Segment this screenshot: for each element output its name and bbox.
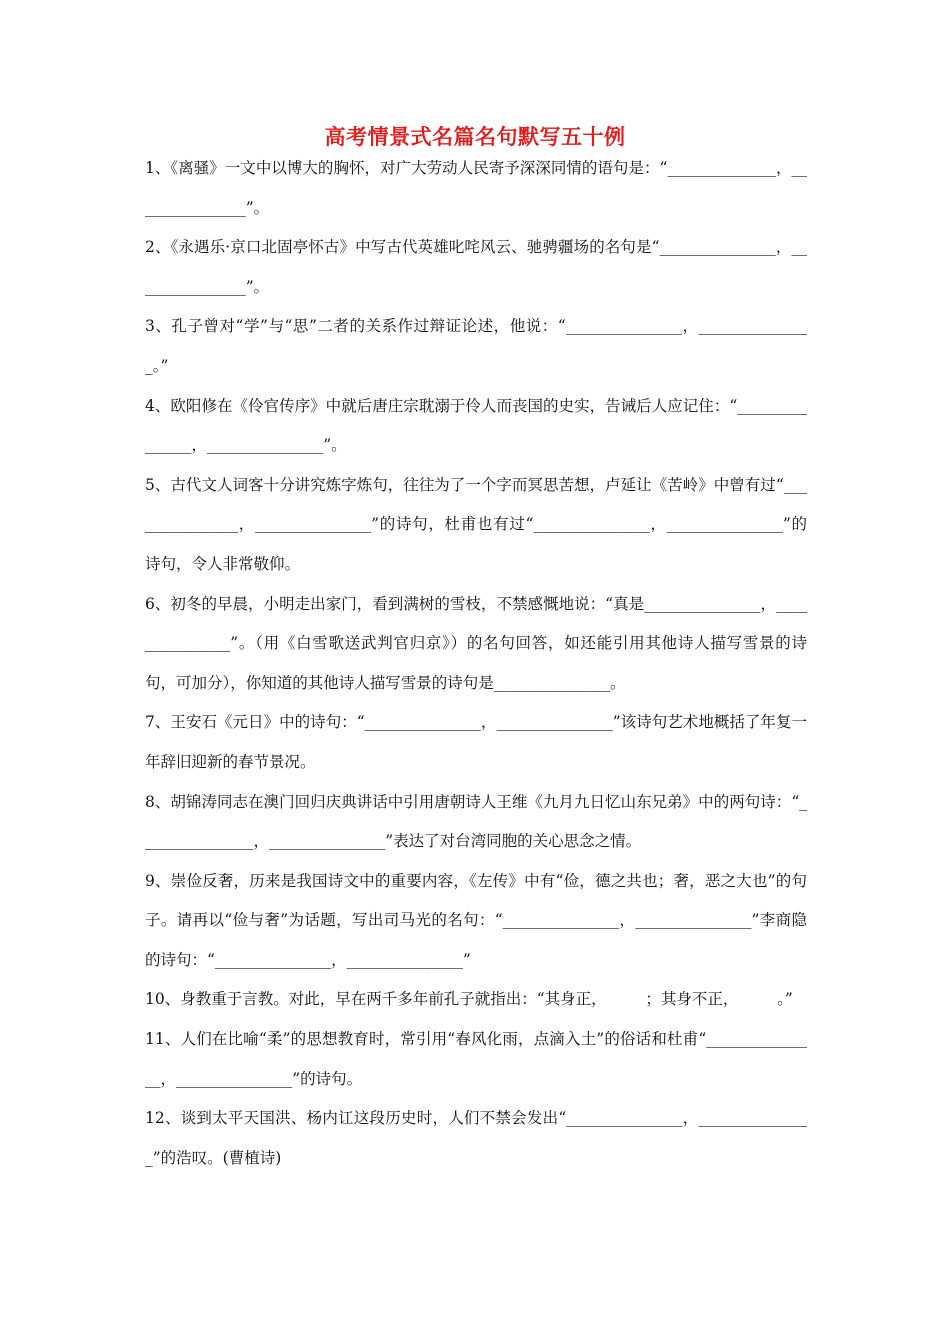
question-item: 7、王安石《元日》中的诗句：“_______________，_______________”该诗句艺术地概括了年复一年辞旧迎新的春节景况。 <box>145 713 807 771</box>
question-item: 10、身教重于言教。对此，早在两千多年前孔子就指出：“其身正， ；其身不正， 。” <box>145 990 793 1009</box>
document-title: 高考情景式名篇名句默写五十例 <box>324 124 626 149</box>
question-item: 4、欧阳修在《伶官传序》中就后唐庄宗耽溺于伶人而丧国的史实，告诫后人应记住：“_______________，_______________”。 <box>145 396 807 455</box>
question-item: 1、《离骚》一文中以博大的胸怀，对广大劳动人民寄予深深同情的语句是：“______________，_______________”。 <box>145 159 807 217</box>
question-item: 5、古代文人词客十分讲究炼字炼句，往往为了一个字而冥思苦想，卢延让《苦岭》中曾有过“_______________，_______________”的诗句，杜甫也有过“_______________，_______________”的诗句，令人非常敬仰。 <box>145 475 807 573</box>
question-list <box>145 149 807 1178</box>
question-item: 6、初冬的早晨，小明走出家门，看到满树的雪枝，不禁感慨地说：“真是_______________，_______________”。（用《白雪歌送武判官归京》）的名句回答，如还能引用其他诗人描写雪景的诗句，可加分），你知道的其他诗人描写雪景的诗句是_______________。 <box>145 594 807 692</box>
question-item: 3、孔子曾对“学”与“思”二者的关系作过辩证论述，他说：“_______________，_______________。” <box>145 317 807 375</box>
question-item: 9、崇俭反奢，历来是我国诗文中的重要内容，《左传》中有“俭，德之共也；奢，恶之大也”的句子。请再以“俭与奢”为话题，写出司马光的名句：“_______________，_______________”李商隐的诗句：“_______________，_______________” <box>145 871 807 969</box>
question-item: 8、胡锦涛同志在澳门回归庆典讲话中引用唐朝诗人王维《九月九日忆山东兄弟》中的两句诗：“_______________，_______________”表达了对台湾同胞的关心思念之情。 <box>145 792 807 851</box>
question-item: 2、《永遇乐·京口北固亭怀古》中写古代英雄叱咤风云、驰骋疆场的名句是“_______________，_______________”。 <box>145 238 807 296</box>
question-item: 12、谈到太平天国洪、杨内讧这段历史时，人们不禁会发出“_______________，_______________”的浩叹。(曹植诗) <box>145 1109 807 1167</box>
question-item: 11、人们在比喻“柔”的思想教育时，常引用“春风化雨，点滴入土”的俗话和杜甫“_______________，_______________”的诗句。 <box>145 1030 807 1088</box>
